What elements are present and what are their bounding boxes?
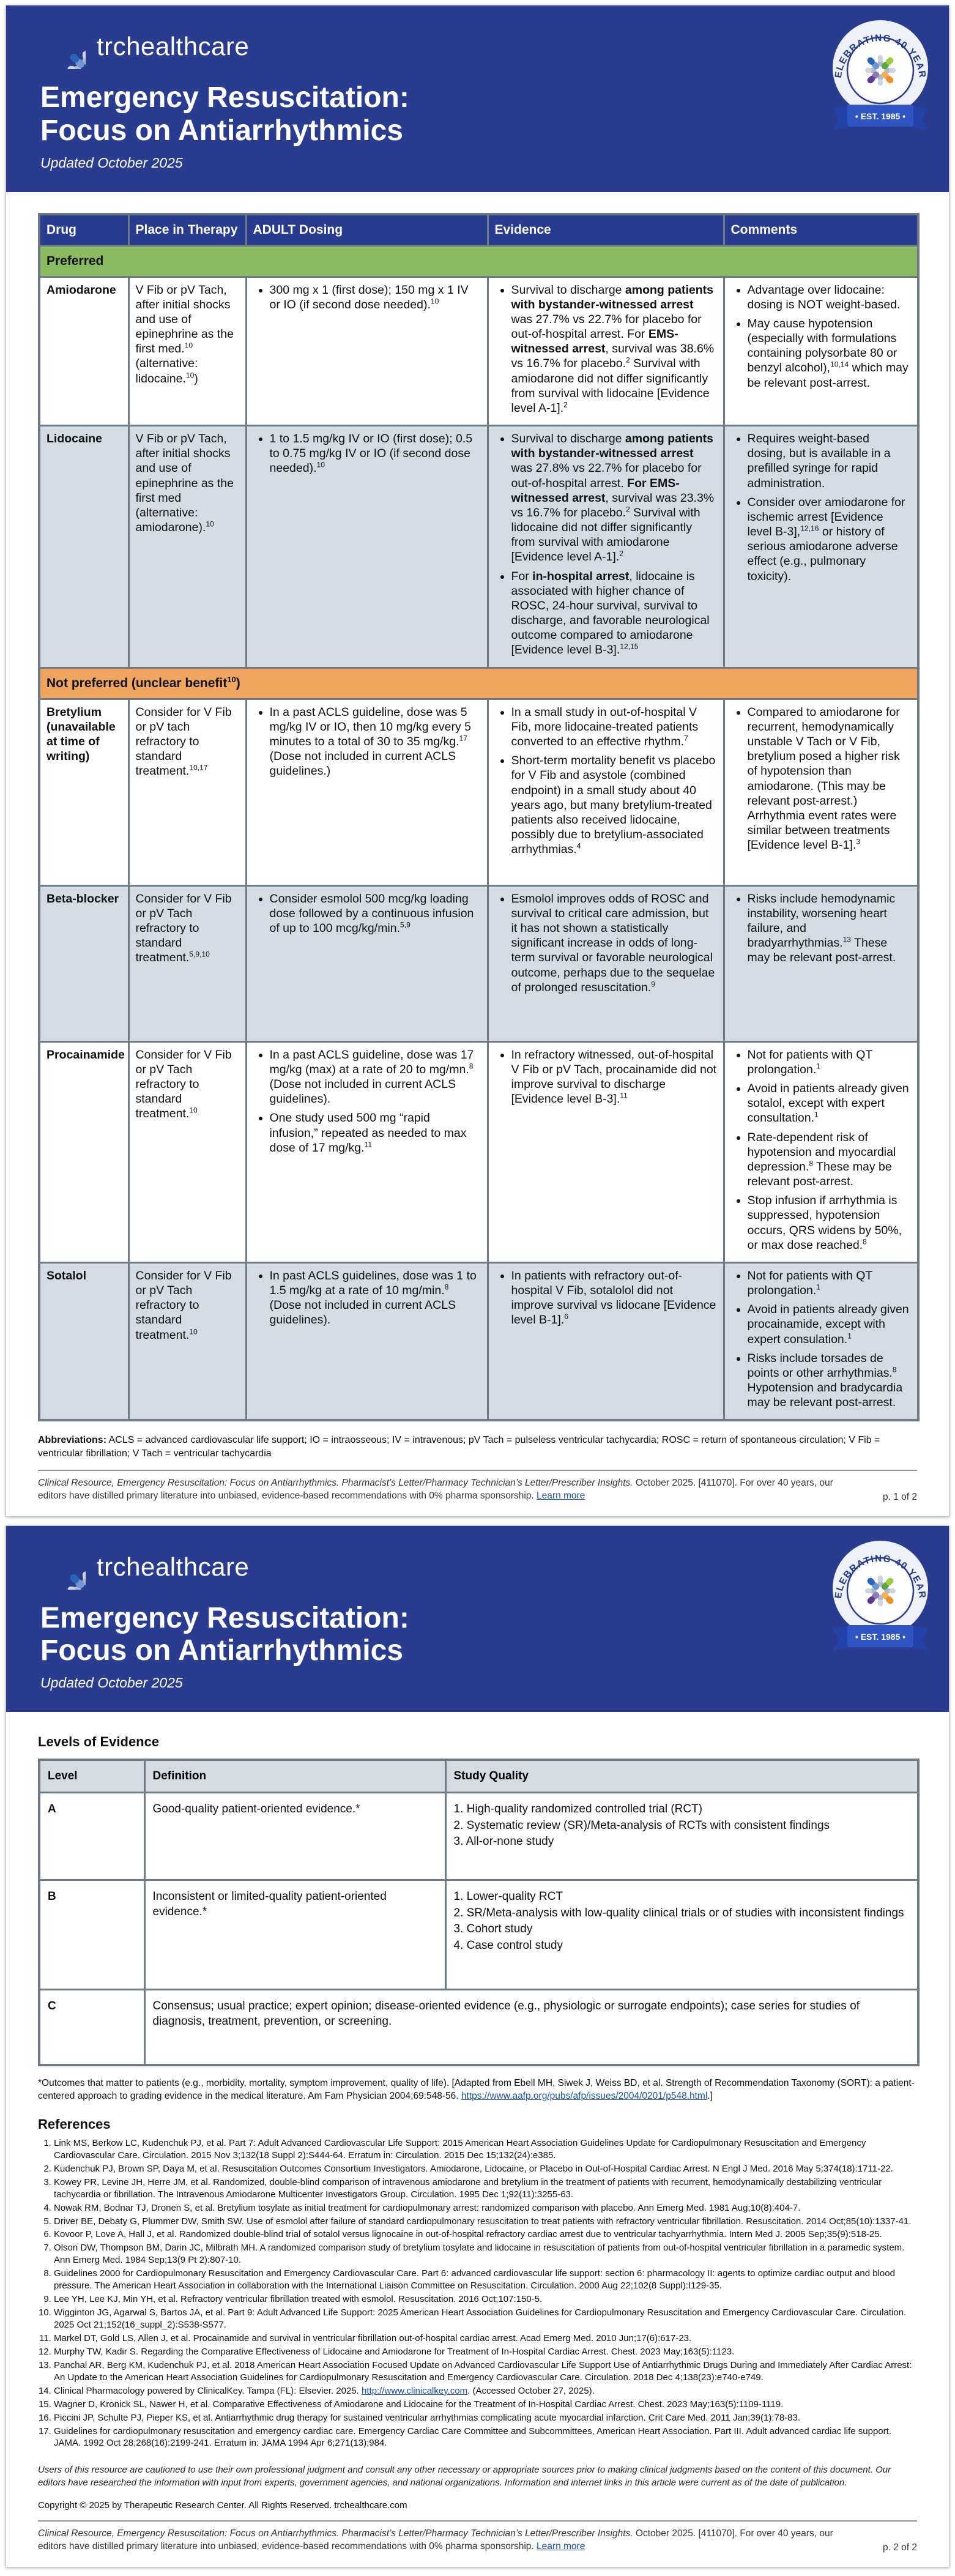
reference-item: 17. Guidelines for cardiopulmonary resuscitation and emergency cardiac care. Emergency Cardiac Care Committee and Subcommittees, American Heart Association. Part III. Adult advanced cardiac life support. JAMA. 1992 Oct 28;268(16):2199-241. Erratum in: JAMA 1994 Apr 6;271(13):984. <box>54 2425 917 2450</box>
trc-flower-icon <box>40 24 86 69</box>
comment-bullet: • Rate-dependent risk of hypotension and myocardial depression.$^8$ These may be relevant post-arrest. <box>748 1130 912 1189</box>
page-title-line2: Focus on Antiarrhythmics <box>40 1634 403 1667</box>
col-header-level: Level <box>39 1760 144 1793</box>
updated-date: Updated October 2025 <box>40 154 183 171</box>
page-title-line1: Emergency Resuscitation: <box>40 1601 409 1634</box>
comment-bullet: • Risks include torsades de points or other arrhythmias.$^8$ Hypotension and bradycardia may be relevant post-arrest. <box>748 1351 912 1410</box>
drug-name: Beta-blocker <box>39 885 128 1041</box>
evidence-list <box>495 1048 717 1107</box>
col-header-dosing: ADULT Dosing <box>246 214 488 246</box>
evidence-list <box>495 1268 717 1328</box>
dosing-bullet: • 1 to 1.5 mg/kg IV or IO (first dose); 0.5 to 0.75 mg/kg IV or IO (if second dose needed).$^{10}$ <box>270 431 481 476</box>
level-letter: C <box>39 1990 144 2066</box>
drug-row-amiodarone <box>39 277 918 426</box>
page-title <box>40 81 808 147</box>
comment-bullet: • Stop infusion if arrhythmia is suppressed, hypotension occurs, QRS widens by 50%, or max dose reached.$^8$ <box>748 1193 912 1253</box>
evidence-list <box>495 283 717 416</box>
comment-bullet: • Consider over amiodarone for ischemic arrest [Evidence level B-3],$^{12,16}$ or history of serious amiodarone adverse effect (e.g., pulmonary toxicity). <box>748 495 912 584</box>
levels-of-evidence-title: Levels of Evidence <box>38 1734 160 1750</box>
drug-name: Amiodarone <box>39 277 128 426</box>
dosing-bullet: • 300 mg x 1 (first dose); 150 mg x 1 IV or IO (if second dose needed).$^{10}$ <box>270 283 481 312</box>
place-in-therapy-cell: Consider for V Fib or pV Tach refractory to standard treatment.$^{10}$ <box>128 1262 246 1420</box>
evidence-bullet: • In patients with refractory out-of-hospital V Fib, sotalolol did not improve survival vs lidocane [Evidence level B-1].$^6$ <box>511 1268 717 1328</box>
comments-list <box>731 1268 912 1410</box>
comment-bullet: • Compared to amiodarone for recurrent, hemodynamically unstable V Tach or V Fib, bretylium posed a higher risk of hypotension than amiodarone. (This may be relevant post-arrest.) Arrhythmia event rates were similar between treatments [Evidence level B-1].$^3$ <box>748 705 912 853</box>
col-header-definition: Definition <box>144 1760 445 1793</box>
section-band-not-preferred-label: Not preferred (unclear benefit$^{10}$) <box>39 668 918 699</box>
reference-item: 1. Link MS, Berkow LC, Kudenchuk PJ, et al. Part 7: Adult Advanced Cardiovascular Life Support: 2015 American Heart Association Guidelines Update for Cardiopulmonary Resuscitation and Emergency Cardiovascular Care. Circulation. 2015 Nov 3;132(18 Suppl 2):S444-64. Erratum in: Circulation. 2015 Dec 15;132(24):e385. <box>54 2137 917 2162</box>
level-row-b <box>39 1880 918 1990</box>
study-quality-item: 3. All-or-none study <box>453 1835 554 1848</box>
place-in-therapy-cell: V Fib or pV Tach, after initial shocks and use of epinephrine as the first med (alternative: amiodarone).$^{10}$ <box>128 426 246 668</box>
reference-item: 13. Panchal AR, Berg KM, Kudenchuk PJ, et al. 2018 American Heart Association Focused Update on Advanced Cardiovascular Life Support Use of Antiarrhythmic Drugs During and Immediately After Cardiac Arrest: An Update to the American Heart Association Guidelines for Cardiopulmonary Resuscitation and Emergency Cardiovascular Care. Circulation. 2018 Dec 4;138(23):e740-e749. <box>54 2359 917 2384</box>
dosing-bullet: • In a past ACLS guideline, dose was 17 mg/kg (max) at a rate of 20 to mg/mn.$^8$ (Dose not included in current ACLS guidelines). <box>270 1048 481 1107</box>
references-list <box>38 2137 917 2450</box>
study-quality-item: 2. SR/Meta-analysis with low-quality clinical trials or of studies with inconsistent findings <box>453 1906 904 1919</box>
page-number: p. 1 of 2 <box>882 1491 917 1502</box>
comments-list <box>731 705 912 853</box>
page-title-line2: Focus on Antiarrhythmics <box>40 114 403 147</box>
reference-item: 8. Guidelines 2000 for Cardiopulmonary Resuscitation and Emergency Cardiovascular Care. Part 6: advanced cardiovascular life support: section 6: pharmacology II: agents to optimize cardiac output and blood pressure. The American Heart Association in collaboration with the International Liaison Committee on Resuscitation. Circulation. 2000 Aug 22;102(8 Suppl):I129-35. <box>54 2268 917 2292</box>
inline-link[interactable]: http://www.clinicalkey.com <box>362 2385 468 2396</box>
level-definition: Consensus; usual practice; expert opinion; disease-oriented evidence (e.g., physiologic or surrogate endpoints); case series for studies of diagnosis, treatment, prevention, or screening. <box>144 1990 918 2066</box>
level-letter: A <box>39 1793 144 1880</box>
disclaimer: Users of this resource are cautioned to use their own professional judgment and consult any other necessary or appropriate sources prior to making clinical judgments based on the content of this document. Our editors have researched the information with input from experts, government agencies, and national organizations. Information and internet links in this article were current as of the date of publication. <box>38 2465 891 2488</box>
col-header-place: Place in Therapy <box>128 214 246 246</box>
page-2 <box>6 1525 949 2567</box>
level-definition: Inconsistent or limited-quality patient-oriented evidence.* <box>144 1880 445 1990</box>
dosing-bullet: • In a past ACLS guideline, dose was 5 mg/kg IV or IO, then 10 mg/kg every 5 minutes to a total of 30 to 35 mg/kg.$^{17}$ (Dose not included in current ACLS guidelines.) <box>270 705 481 779</box>
drug-row-sotalol <box>39 1262 918 1420</box>
drug-name: Sotalol <box>39 1262 128 1420</box>
reference-item: 16. Piccini JP, Schulte PJ, Pieper KS, et al. Antiarrhythmic drug therapy for sustained ventricular arrhythmias complicating acute myocardial infarction. Crit Care Med. 2011 Jan;39(1):78-83. <box>54 2412 917 2424</box>
study-quality-list <box>454 1889 910 1954</box>
updated-date: Updated October 2025 <box>40 1675 183 1691</box>
masthead <box>6 6 949 192</box>
comment-bullet: • Avoid in patients already given sotalol, except with expert consultation.$^1$ <box>748 1081 912 1126</box>
page-number: p. 2 of 2 <box>882 2542 917 2553</box>
reference-item: 4. Nowak RM, Bodnar TJ, Dronen S, et al. Bretylium tosylate as initial treatment for cardiopulmonary arrest: randomized comparison with placebo. Ann Emerg Med. 1981 Aug;10(8):404-7. <box>54 2202 917 2214</box>
drug-name: Bretylium (unavailable at time of writing) <box>39 699 128 885</box>
section-band-not-preferred <box>39 668 918 699</box>
col-header-drug: Drug <box>39 214 128 246</box>
reference-item: 7. Olson DW, Thompson BM, Darin JC, Milbrath MH. A randomized comparison study of bretylium tosylate and lidocaine in resuscitation of patients from out-of-hospital ventricular fibrillation in a paramedic system. Ann Emerg Med. 1984 Sep;13(9 Pt 2):807-10. <box>54 2242 917 2266</box>
drug-row-lidocaine <box>39 426 918 668</box>
footer-citation: Clinical Resource, Emergency Resuscitation: Focus on Antiarrhythmics. Pharmacist’s Letter/Pharmacy Technician’s Letter/Prescriber Insights. October 2025. [411070]. For over 40 years, our editors have distilled primary literature into unbiased, evidence-based recommendations with 0% pharma sponsorship. Learn more <box>38 1477 833 1501</box>
footer-divider <box>38 1470 917 1471</box>
dosing-list <box>253 892 481 936</box>
drug-comparison-table <box>38 213 920 1422</box>
comments-list <box>731 892 912 966</box>
page-footer <box>38 1477 917 1503</box>
dosing-bullet: • Consider esmolol 500 mcg/kg loading dose followed by a continuous infusion of up to 100 mcg/kg/min.$^{5,9}$ <box>270 892 481 936</box>
levels-of-evidence-table <box>38 1759 920 2066</box>
drug-row-procainamide <box>39 1041 918 1262</box>
evidence-bullet: • In refractory witnessed, out-of-hospital V Fib or pV Tach, procainamide did not improve survival to discharge [Evidence level B-3].$^{11}$ <box>511 1048 717 1107</box>
col-header-evidence: Evidence <box>488 214 724 246</box>
comment-bullet: • May cause hypotension (especially with formulations containing polysorbate 80 or benzyl alcohol),$^{10,14}$ which may be relevant post-arrest. <box>748 316 912 390</box>
dosing-list <box>253 431 481 476</box>
place-in-therapy-cell: Consider for V Fib or pV Tach refractory to standard treatment.$^{5,9,10}$ <box>128 885 246 1041</box>
evidence-list <box>495 431 717 658</box>
comments-list <box>731 283 912 390</box>
masthead <box>6 1526 949 1713</box>
page-1 <box>6 5 949 1517</box>
anniversary-badge <box>831 19 929 137</box>
dosing-bullet: • In past ACLS guidelines, dose was 1 to 1.5 mg/kg at a rate of 10 mg/min.$^8$ (Dose not included in current ACLS guidelines). <box>270 1268 481 1328</box>
reference-item: 6. Kovoor P, Love A, Hall J, et al. Randomized double-blind trial of sotalol versus lignocaine in out-of-hospital refractory cardiac arrest due to ventricular tachyarrhythmia. Intern Med J. 2005 Sep;35(9):518-25. <box>54 2228 917 2241</box>
inline-link[interactable]: Learn more <box>537 2541 585 2552</box>
col-header-comments: Comments <box>724 214 918 246</box>
evidence-bullet: • Survival to discharge among patients with bystander-witnessed arrest was 27.8% vs 22.7% for placebo for out-of-hospital arrest. For EMS-witnessed arrest, survival was 23.3% vs 16.7% for placebo.$^2$ Survival with lidocaine did not differ significantly from survival with amiodarone [Evidence level A-1].$^2$ <box>511 431 717 565</box>
study-quality-item: 4. Case control study <box>453 1939 563 1952</box>
evidence-list <box>495 892 717 995</box>
anniversary-badge <box>831 1539 929 1658</box>
study-quality-item: 3. Cohort study <box>453 1923 533 1936</box>
dosing-bullet: • One study used 500 mg “rapid infusion,” repeated as needed to max dose of 17 mg/kg.$^{11}$ <box>270 1111 481 1155</box>
place-in-therapy-cell: Consider for V Fib or pV tach refractory to standard treatment.$^{10,17}$ <box>128 699 246 885</box>
evidence-bullet: • For in-hospital arrest, lidocaine is associated with higher chance of ROSC, 24-hour survival, survival to discharge, and favorable neurological outcome compared to amiodarone [Evidence level B-3].$^{12,15}$ <box>511 569 717 658</box>
reference-item: 15. Wagner D, Kronick SL, Nawer H, et al. Comparative Effectiveness of Amiodarone and Lidocaine for the Treatment of In-Hospital Cardiac Arrest. Chest. 2023 May;163(5):1109-1119. <box>54 2399 917 2411</box>
col-header-study-quality: Study Quality <box>445 1760 918 1793</box>
level-letter: B <box>39 1880 144 1990</box>
brand-logo-text: trchealthcare <box>97 1552 250 1581</box>
dosing-list <box>253 1048 481 1155</box>
comment-bullet: • Not for patients with QT prolongation.$^1$ <box>748 1268 912 1298</box>
brand-logo <box>40 1544 808 1590</box>
study-quality-item: 1. High-quality randomized controlled trial (RCT) <box>453 1803 703 1816</box>
drug-name: Lidocaine <box>39 426 128 668</box>
comment-bullet: • Requires weight-based dosing, but is available in a prefilled syringe for rapid administration. <box>748 431 912 491</box>
reference-item: 2. Kudenchuk PJ, Brown SP, Daya M, et al. Resuscitation Outcomes Consortium Investigators. Amiodarone, Lidocaine, or Placebo in Out-of-Hospital Cardiac Arrest. N Engl J Med. 2016 May 5;374(18):1711-22. <box>54 2163 917 2175</box>
dosing-list <box>253 283 481 312</box>
levels-header-row <box>39 1760 918 1793</box>
trc-flower-icon <box>40 1544 86 1590</box>
drug-row-bretylium <box>39 699 918 885</box>
anniversary-badge-icon <box>831 1539 929 1655</box>
evidence-list <box>495 705 717 857</box>
page-footer <box>38 2528 917 2553</box>
study-quality-item: 1. Lower-quality RCT <box>453 1890 563 1904</box>
comments-list <box>731 1048 912 1253</box>
brand-logo-text: trchealthcare <box>97 32 250 61</box>
comment-bullet: • Risks include hemodynamic instability, worsening heart failure, and bradyarrhythmias.$^{13}$ These may be relevant post-arrest. <box>748 892 912 966</box>
inline-link[interactable]: Learn more <box>537 1490 585 1501</box>
reference-item: 11. Markel DT, Gold LS, Allen J, et al. Procainamide and survival in ventricular fibrillation out-of-hospital cardiac arrest. Acad Emerg Med. 2010 Jun;17(6):617-23. <box>54 2332 917 2345</box>
dosing-list <box>253 1268 481 1328</box>
inline-link[interactable]: https://www.aafp.org/pubs/afp/issues/2004/0201/p548.html <box>461 2090 708 2101</box>
place-in-therapy-cell: V Fib or pV Tach, after initial shocks and use of epinephrine as the first med.$^{10}$ (alternative: lidocaine.$^{10}$) <box>128 277 246 426</box>
level-row-c <box>39 1990 918 2066</box>
page-title <box>40 1602 808 1668</box>
reference-item: 10. Wigginton JG, Agarwal S, Bartos JA, et al. Part 9: Adult Advanced Life Support: 2025 American Heart Association Guidelines for Cardiopulmonary Resuscitation and Emergency Cardiovascular Care. Circulation. 2025 Oct 21;152(16_suppl_2):S538-S577. <box>54 2307 917 2331</box>
evidence-bullet: • Short-term mortality benefit vs placebo for V Fib and asystole (combined endpoint) in a small study about 40 years ago, but many bretylium-treated patients also received lidocaine, possibly due to bretylium-associated arrhythmias.$^4$ <box>511 753 717 857</box>
brand-logo <box>40 24 808 69</box>
drug-row-beta-blocker <box>39 885 918 1041</box>
page-title-line1: Emergency Resuscitation: <box>40 81 409 114</box>
level-definition: Good-quality patient-oriented evidence.* <box>144 1793 445 1880</box>
reference-item: 3. Kowey PR, Levine JH, Herre JM, et al. Randomized, double-blind comparison of intravenous amiodarone and bretylium in the treatment of patients with recurrent, hemodynamically destabilizing ventricular tachycardia or fibrillation. The Intravenous Amiodarone Multicenter Investigators Group. Circulation. 1995 Dec 1;92(11):3255-63. <box>54 2176 917 2201</box>
reference-item: 12. Murphy TW, Kadir S. Regarding the Comparative Effectiveness of Lidocaine and Amiodarone for Treatment of In-Hospital Cardiac Arrest. Chest. 2023 May;163(5):1123. <box>54 2346 917 2358</box>
reference-item: 9. Lee YH, Lee KJ, Min YH, et al. Refractory ventricular fibrillation treated with esmolol. Resuscitation. 2016 Oct;107:150-5. <box>54 2293 917 2306</box>
dosing-list <box>253 705 481 779</box>
evidence-bullet: • In a small study in out-of-hospital V Fib, more lidocaine-treated patients converted to an effective rhythm.$^7$ <box>511 705 717 750</box>
abbreviations: Abbreviations: ACLS = advanced cardiovascular life support; IO = intraosseous; IV = intravenous; pV Tach = pulseless ventricular tachycardia; ROSC = return of spontaneous circulation; V Fib = ventricular fibrillation; V Tach = ventricular tachycardia <box>38 1435 880 1459</box>
anniversary-badge-icon <box>831 19 929 134</box>
reference-item: 14. Clinical Pharmacology powered by ClinicalKey. Tampa (FL): Elsevier. 2025. http://www.clinicalkey.com. (Accessed October 27, 2025). <box>54 2385 917 2397</box>
sort-footnote: *Outcomes that matter to patients (e.g., morbidity, mortality, symptom improvement, quality of life). [Adapted from Ebell MH, Siwek J, Weiss BD, et al. Strength of Recommendation Taxonomy (SORT): a patient-centered approach to grading evidence in the medical literature. Am Fam Physician 2004;69:548-56. https://www.aafp.org/pubs/afp/issues/2004/0201/p548.html.] <box>38 2078 915 2101</box>
evidence-bullet: • Esmolol improves odds of ROSC and survival to critical care admission, but it has not shown a statistically significant increase in odds of long-term survival or favorable neurological outcome, perhaps due to the sequelae of prolonged resuscitation.$^9$ <box>511 892 717 995</box>
footer-divider <box>38 2520 917 2522</box>
reference-item: 5. Driver BE, Debaty G, Plummer DW, Smith SW. Use of esmolol after failure of standard cardiopulmonary resuscitation to treat patients with refractory ventricular fibrillation. Resuscitation. 2014 Oct;85(10):1337-41. <box>54 2216 917 2228</box>
section-band-preferred-label: Preferred <box>39 245 918 277</box>
references-title: References <box>38 2116 111 2132</box>
comment-bullet: • Advantage over lidocaine: dosing is NOT weight-based. <box>748 283 912 312</box>
place-in-therapy-cell: Consider for V Fib or pV Tach refractory to standard treatment.$^{10}$ <box>128 1041 246 1262</box>
comment-bullet: • Not for patients with QT prolongation.$^1$ <box>748 1048 912 1077</box>
comment-bullet: • Avoid in patients already given procainamide, except with expert consulation.$^1$ <box>748 1302 912 1347</box>
footer-citation: Clinical Resource, Emergency Resuscitation: Focus on Antiarrhythmics. Pharmacist’s Letter/Pharmacy Technician’s Letter/Prescriber Insights. October 2025. [411070]. For over 40 years, our editors have distilled primary literature into unbiased, evidence-based recommendations with 0% pharma sponsorship. Learn more <box>38 2528 833 2552</box>
study-quality-list <box>454 1802 910 1850</box>
drug-name: Procainamide <box>39 1041 128 1262</box>
evidence-bullet: • Survival to discharge among patients with bystander-witnessed arrest was 27.7% vs 22.7% for placebo for out-of-hospital arrest. For EMS-witnessed arrest, survival was 38.6% vs 16.7% for placebo.$^2$ Survival with amiodarone did not differ significantly from survival with lidocaine [Evidence level A-1].$^2$ <box>511 283 717 416</box>
comments-list <box>731 431 912 584</box>
table-header-row <box>39 214 918 246</box>
level-row-a <box>39 1793 918 1880</box>
study-quality-item: 2. Systematic review (SR)/Meta-analysis of RCTs with consistent findings <box>453 1818 830 1832</box>
copyright: Copyright © 2025 by Therapeutic Research Center. All Rights Reserved. trchealthcare.com <box>38 2500 407 2511</box>
section-band-preferred <box>39 245 918 277</box>
